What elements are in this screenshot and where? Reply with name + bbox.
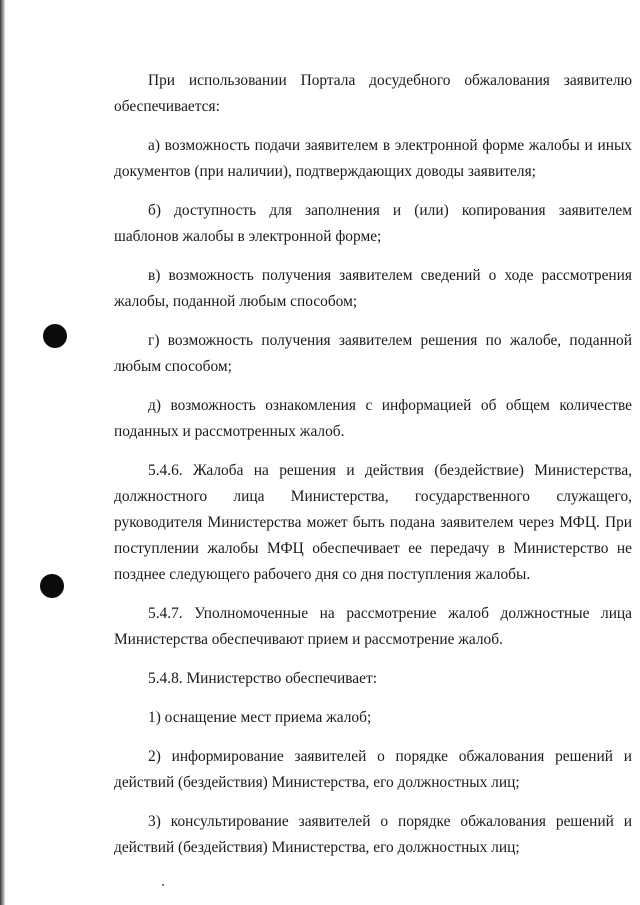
- punch-hole-mark: [40, 574, 64, 598]
- paragraph-item-a: а) возможность подачи заявителем в электронной форме жалобы и иных документов (при наличии), подтверждающих доводы заявителя;: [114, 137, 632, 180]
- scan-speck: [162, 884, 164, 886]
- paragraph-item-d: д) возможность ознакомления с информацией об общем количестве поданных и рассмотренных жалоб.: [114, 397, 632, 440]
- paragraph-portal-intro: При использовании Портала досудебного обжалования заявителю обеспечивается:: [114, 72, 632, 115]
- paragraph-5-4-8: 5.4.8. Министерство обеспечивает:: [148, 670, 377, 687]
- paragraph-item-2: 2) информирование заявителей о порядке обжалования решений и действий (бездействия) Министерства, его должностных лиц;: [114, 748, 632, 791]
- paragraph-5-4-6: 5.4.6. Жалоба на решения и действия (бездействие) Министерства, должностного лица Министерства, государственного служащего, руководителя Министерства может быть подана заявителем через МФЦ. При поступлении жалобы МФЦ обеспечивает ее передачу в Министерство не позднее следующего рабочего дня со дня поступления жалобы.: [114, 462, 632, 583]
- paragraph-5-4-7: 5.4.7. Уполномоченные на рассмотрение жалоб должностные лица Министерства обеспечивают прием и рассмотрение жалоб.: [114, 605, 632, 648]
- document-body: [114, 68, 632, 874]
- paragraph-item-1: 1) оснащение мест приема жалоб;: [148, 709, 372, 726]
- paragraph-item-v: в) возможность получения заявителем сведений о ходе рассмотрения жалобы, поданной любым способом;: [114, 267, 632, 310]
- punch-hole-mark: [43, 324, 67, 348]
- paragraph-item-b: б) доступность для заполнения и (или) копирования заявителем шаблонов жалобы в электронной форме;: [114, 202, 632, 245]
- paragraph-item-3: 3) консультирование заявителей о порядке обжалования решений и действий (бездействия) Министерства, его должностных лиц;: [114, 813, 632, 856]
- page-left-edge-shadow: [0, 0, 5, 905]
- paragraph-item-g: г) возможность получения заявителем решения по жалобе, поданной любым способом;: [114, 332, 632, 375]
